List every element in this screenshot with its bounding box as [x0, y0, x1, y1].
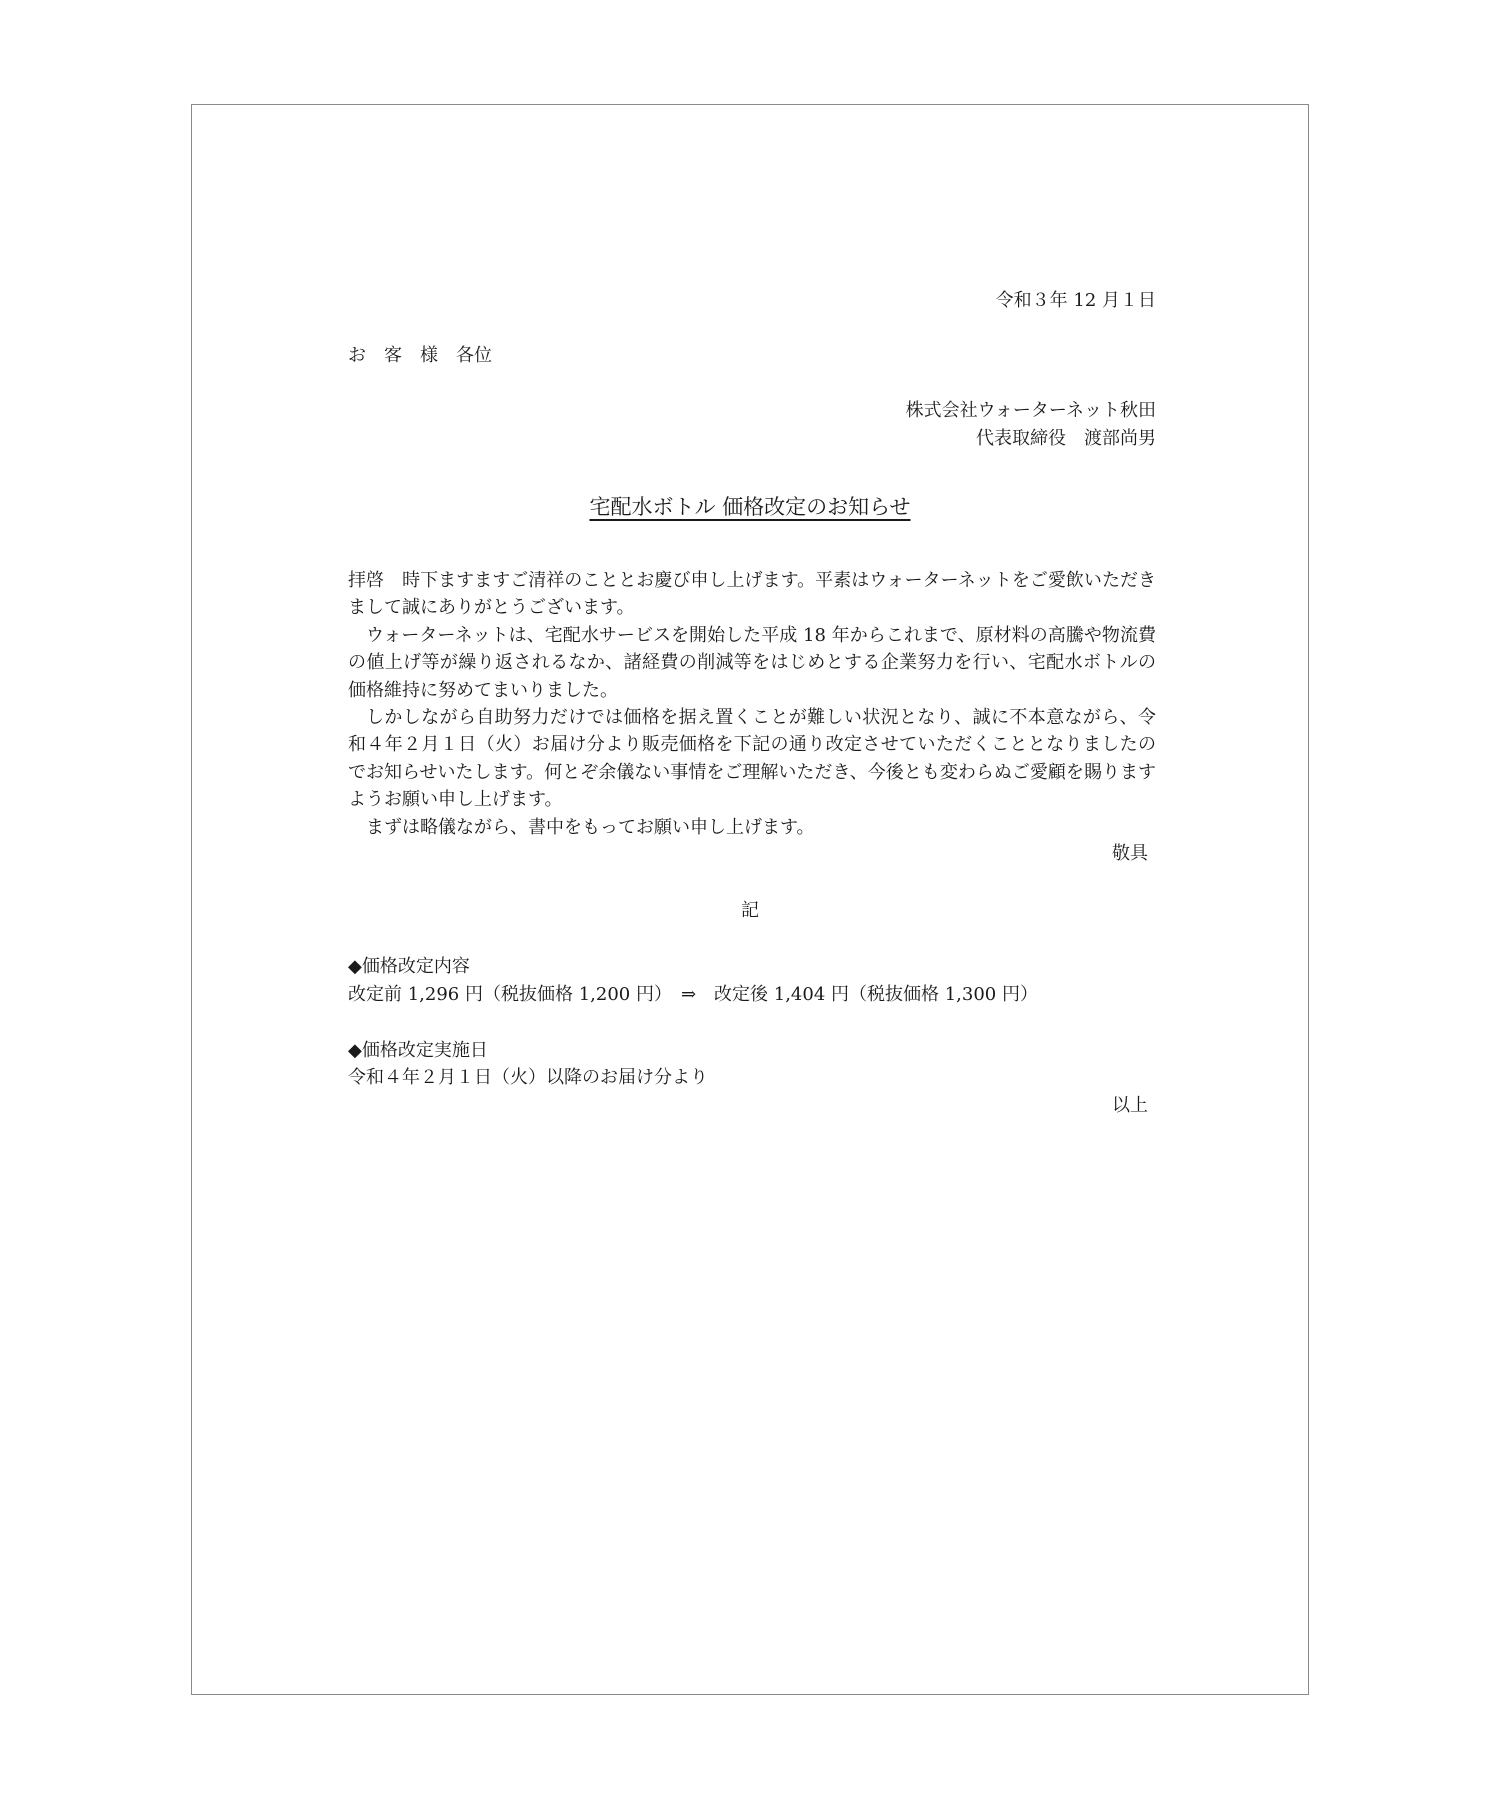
section-price-content: 改定前 1,296 円（税抜価格 1,200 円） ⇒ 改定後 1,404 円（税抜価格 1,300 円） — [348, 984, 1038, 1005]
letter-title — [0, 495, 1500, 519]
section-price-heading: ◆価格改定内容 — [348, 956, 470, 977]
paragraph-history: ウォーターネットは、宅配水サービスを開始した平成 18 年からこれまで、原材料の高騰や物流費の値上げ等が繰り返されるなか、諸経費の削減等をはじめとする企業努力を行い、宅配水ボトルの価格維持に努めてまいりました。 — [348, 624, 1156, 701]
letter-title-text: 宅配水ボトル 価格改定のお知らせ — [589, 495, 911, 519]
letter-date: 令和３年 12 月１日 — [995, 290, 1156, 311]
section-date-heading: ◆価格改定実施日 — [348, 1040, 488, 1061]
section-date-content: 令和４年２月１日（火）以降のお届け分より — [348, 1067, 708, 1088]
paragraph-closing-remark: まずは略儀ながら、書中をもってお願い申し上げます。 — [366, 816, 815, 838]
closing-keigu: 敬具 — [1112, 843, 1148, 864]
ki-marker: 記 — [741, 900, 759, 921]
letter-body — [348, 567, 1156, 841]
paragraph-announcement: しかしながら自助努力だけでは価格を据え置くことが難しい状況となり、誠に不本意ながら、令和４年２月１日（火）お届け分より販売価格を下記の通り改定させていただくこととなりましたのでお知らせいたします。何とぞ余儀ない事情をご理解いただき、今後とも変わらぬご愛顧を賜りますようお願い申し上げます。 — [348, 707, 1156, 811]
ending-ijou: 以上 — [1112, 1095, 1148, 1116]
letter-recipient: お 客 様 各位 — [348, 345, 492, 366]
sender-representative: 代表取締役 渡部尚男 — [976, 428, 1156, 449]
paragraph-greeting: 拝啓 時下ますますご清祥のこととお慶び申し上げます。平素はウォーターネットをご愛飲いただきまして誠にありがとうございます。 — [348, 570, 1156, 619]
sender-company: 株式会社ウォーターネット秋田 — [905, 400, 1156, 421]
